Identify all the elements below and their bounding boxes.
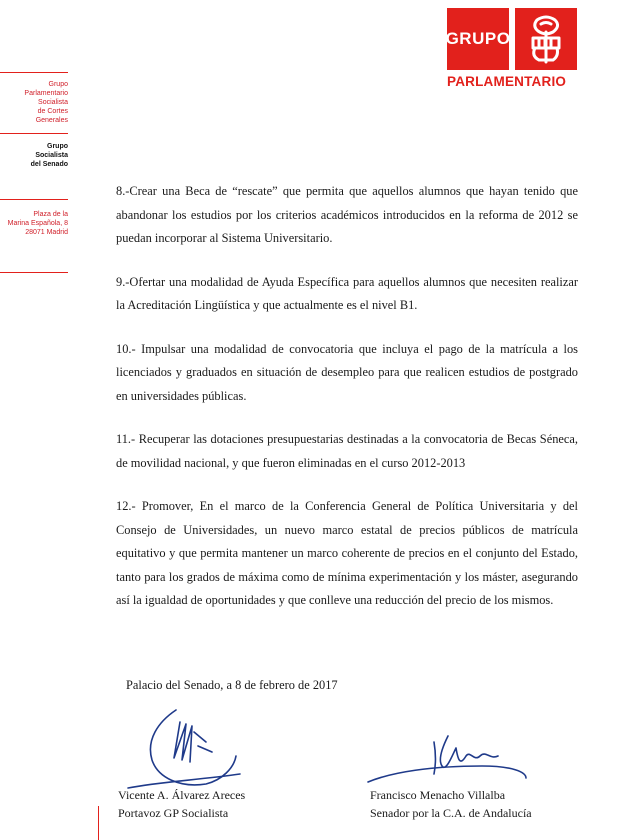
sidebar-line: Generales — [35, 117, 68, 124]
sidebar-divider — [0, 133, 68, 134]
sidebar-divider — [0, 199, 68, 200]
logo-grupo-text: GRUPO — [445, 29, 511, 48]
sidebar-divider — [0, 72, 68, 73]
sidebar-line: Marina Española, 8 — [7, 220, 68, 227]
proposal-paragraph: 12.- Promover, En el marco de la Conferencia General de Política Universitaria y del Consejo de Universidades, un nuevo marco estatal de precios públicos de matrícula equitativo y que permita mantener un marco coherente de precios en el conjunto del Estado, tanto para los grados de máxima como de mínima experimentación y los máster, asegurando así la igualdad de oportunidades y que conlleve una reducción del precio de los mismos. — [116, 499, 578, 607]
sidebar-line: Socialista — [38, 99, 68, 106]
sidebar-group-name — [0, 80, 68, 125]
psoe-fist-rose-icon — [515, 8, 577, 70]
logo-parlamentario-text: PARLAMENTARIO — [447, 74, 567, 89]
sidebar-line: Grupo — [48, 81, 68, 88]
proposal-paragraph: 10.- Impulsar una modalidad de convocatoria que incluya el pago de la matrícula a los licenciados y graduados en situación de desempleo para que realicen estudios de postgrado en universidades públicas. — [116, 341, 578, 403]
sidebar-line: Parlamentario — [24, 90, 68, 97]
signatory-role: Senador por la C.A. de Andalucía — [370, 806, 532, 820]
sidebar-senate-group — [0, 142, 68, 169]
signatory-name: Vicente A. Álvarez Areces — [118, 788, 246, 802]
proposal-paragraph: 8.-Crear una Beca de “rescate” que permita que aquellos alumnos que hayan tenido que abandonar los estudios por los criterios académicos introducidos en la reforma de 2012 se puedan incorporar al Sistema Universitario. — [116, 184, 578, 245]
signatory-role: Portavoz GP Socialista — [118, 806, 229, 820]
left-signatory — [118, 786, 245, 822]
sidebar-line: Grupo — [47, 143, 68, 150]
document-body — [116, 180, 578, 633]
sidebar-line: Socialista — [35, 152, 68, 159]
sidebar-line: Plaza de la — [33, 211, 68, 218]
right-signatory — [370, 786, 532, 822]
sidebar-address — [0, 210, 68, 237]
sidebar — [0, 0, 72, 840]
party-logo — [0, 0, 640, 100]
proposal-paragraph: 11.- Recuperar las dotaciones presupuestarias destinadas a la convocatoria de Becas Séneca, de movilidad nacional, y que fueron eliminadas en el curso 2012-2013 — [116, 432, 578, 470]
signatory-name: Francisco Menacho Villalba — [370, 788, 506, 802]
proposal-paragraph: 9.-Ofertar una modalidad de Ayuda Específica para aquellos alumnos que necesiten realizar la Acreditación Lingüística y que actualmente es el nivel B1. — [116, 274, 578, 312]
margin-rule — [98, 806, 99, 840]
logo-grupo-box — [447, 8, 509, 70]
sidebar-divider — [0, 272, 68, 273]
sidebar-line: 28071 Madrid — [25, 229, 68, 236]
sidebar-line: del Senado — [30, 161, 68, 168]
sidebar-line: de Cortes — [37, 108, 68, 115]
place-date: Palacio del Senado, a 8 de febrero de 2017 — [126, 678, 338, 692]
